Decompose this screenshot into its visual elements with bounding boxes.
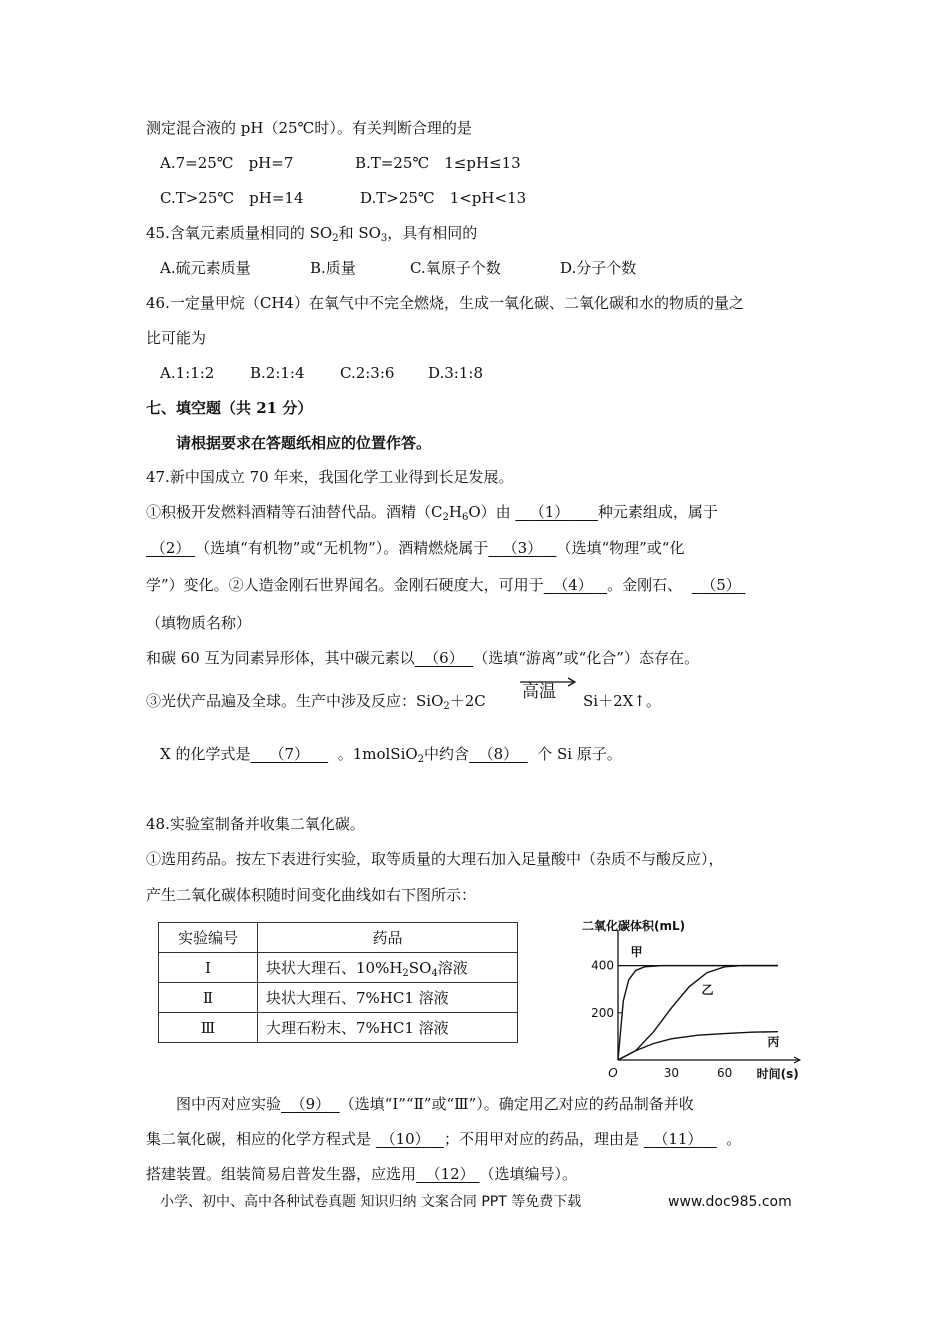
blank-8[interactable]: （8） xyxy=(478,745,519,763)
q46-option-d: D.3:1:8 xyxy=(428,364,483,382)
q47-stem: 47.新中国成立 70 年来，我国化学工业得到长足发展。 xyxy=(146,468,514,486)
q44-option-d: D.T>25℃ 1<pH<13 xyxy=(360,189,527,207)
chart-title: 二氧化碳体积(mL) xyxy=(582,919,686,933)
co2-volume-chart xyxy=(580,912,810,1082)
q45-option-a: A.硫元素质量 xyxy=(160,259,251,277)
instruction: 请根据要求在答题纸相应的位置作答。 xyxy=(176,434,432,452)
q46-option-b: B.2:1:4 xyxy=(250,364,305,382)
q48-line5: 搭建装置。组装简易启普发生器，应选用 （12） （选填编号）。 xyxy=(146,1165,577,1183)
blank-7[interactable]: （7） xyxy=(269,745,310,763)
q45-option-c: C.氧原子个数 xyxy=(410,259,501,277)
table-cell-drug: 大理石粉末、7%HC1 溶液 xyxy=(258,1013,518,1043)
q47-line5: 和碳 60 互为同素异形体，其中碳元素以 （6） （选填“游离”或“化合”）态存在。 xyxy=(146,649,699,667)
table-header-row xyxy=(159,923,518,953)
footer-text: 小学、初中、高中各种试卷真题 知识归纳 文案合同 PPT 等免费下载 xyxy=(160,1194,582,1210)
blank-3[interactable]: （3） xyxy=(502,539,543,557)
x-tick-label: 60 xyxy=(717,1066,733,1080)
q45-stem: 45.含氧元素质量相同的 $SO_2$和 $SO_3$，具有相同的 xyxy=(146,224,478,244)
q46-option-c: C.2:3:6 xyxy=(340,364,395,382)
q46-stem-cont: 比可能为 xyxy=(146,329,207,347)
experiment-table xyxy=(158,922,518,1043)
blank-10[interactable]: （10） xyxy=(380,1130,430,1148)
q45-option-b: B.质量 xyxy=(310,259,356,277)
table-cell-id: Ⅱ xyxy=(159,983,258,1013)
table-cell-id: Ⅰ xyxy=(159,953,258,983)
q48-line4: 集二氧化碳，相应的化学方程式是 （10） ；不用甲对应的药品，理由是 （11） 。 xyxy=(146,1130,742,1148)
table-cell-drug: 块状大理石、$10\%H_2SO_4$溶液 xyxy=(258,953,518,983)
section-heading: 七、填空题（共 21 分） xyxy=(146,399,313,417)
y-tick-label: 400 xyxy=(591,958,614,973)
q44-option-b: B.T=25℃ 1≤pH≤13 xyxy=(355,154,521,172)
blank-5[interactable]: （5） xyxy=(701,576,741,594)
q46-stem: 46.一定量甲烷（CH4）在氧气中不完全燃烧，生成一氧化碳、二氧化碳和水的物质的量之 xyxy=(146,294,744,312)
reaction-arrow xyxy=(518,677,578,687)
origin-label: O xyxy=(608,1066,618,1080)
q48-line1: ①选用药品。按左下表进行实验，取等质量的大理石加入足量酸中（杂质不与酸反应）， xyxy=(146,850,724,868)
series-label: 丙 xyxy=(767,1034,780,1049)
q48-line3: 图中丙对应实验 （9） （选填“Ⅰ”“Ⅱ”或“Ⅲ”）。确定用乙对应的药品制备并收 xyxy=(176,1095,694,1113)
table-cell-id: Ⅲ xyxy=(159,1013,258,1043)
table-row xyxy=(159,953,518,983)
table-row xyxy=(159,1013,518,1043)
x-axis-label: 时间(s) xyxy=(756,1067,799,1081)
q47-line4: （填物质名称） xyxy=(146,614,252,632)
q47-line1: ①积极开发燃料酒精等石油替代品。酒精$(C_2H_6O)$由 （1） 种元素组成，属于 xyxy=(146,503,718,523)
blank-6[interactable]: （6） xyxy=(424,649,464,667)
blank-9[interactable]: （9） xyxy=(290,1095,331,1113)
x-tick-label: 30 xyxy=(663,1066,679,1080)
blank-11[interactable]: （11） xyxy=(653,1130,703,1148)
blank-4[interactable]: （4） xyxy=(553,576,593,594)
q45-option-d: D.分子个数 xyxy=(560,259,637,277)
q47-line3: 学”）变化。②人造金刚石世界闻名。金刚石硬度大，可用于 （4） 。金刚石、 （5） xyxy=(146,574,746,596)
blank-12[interactable]: （12） xyxy=(425,1165,475,1183)
q44-option-a: A.7=25℃ pH=7 xyxy=(160,154,294,172)
table-row xyxy=(159,983,518,1013)
reaction-condition: 高温 xyxy=(522,682,556,702)
q48-line2: 产生二氧化碳体积随时间变化曲线如右下图所示： xyxy=(146,886,477,904)
q47-line7: X 的化学式是 （7） 。1molSiO$_2$中约含 （8） 个 Si 原子。 xyxy=(160,745,622,765)
q46-option-a: A.1:1:2 xyxy=(160,364,215,382)
series-line-3 xyxy=(618,1032,778,1060)
q44-option-c: C.T>25℃ pH=14 xyxy=(160,189,304,207)
blank-1[interactable]: （1） xyxy=(529,503,570,521)
series-label: 甲 xyxy=(630,945,643,960)
q47-line6: ③光伏产品遍及全球。生产中涉及反应：SiO$_2$＋2C xyxy=(146,692,486,712)
blank-2[interactable]: （2） xyxy=(150,539,191,557)
table-header-drug: 药品 xyxy=(258,923,518,953)
series-line-2 xyxy=(618,966,778,1060)
q48-stem: 48.实验室制备并收集二氧化碳。 xyxy=(146,815,365,833)
q47-line6-products: Si＋2X↑。 xyxy=(583,692,661,710)
y-tick-label: 200 xyxy=(591,1005,614,1020)
table-cell-drug: 块状大理石、7%HC1 溶液 xyxy=(258,983,518,1013)
series-label: 乙 xyxy=(701,982,714,997)
q44-stem-tail: 测定混合液的 pH（25℃时）。有关判断合理的是 xyxy=(146,119,472,137)
q47-line2: （2） （选填“有机物”或“无机物”）。酒精燃烧属于 （3） （选填“物理”或“化 xyxy=(146,537,684,559)
table-header-id: 实验编号 xyxy=(159,923,258,953)
footer-link[interactable]: www.doc985.com xyxy=(668,1194,792,1210)
